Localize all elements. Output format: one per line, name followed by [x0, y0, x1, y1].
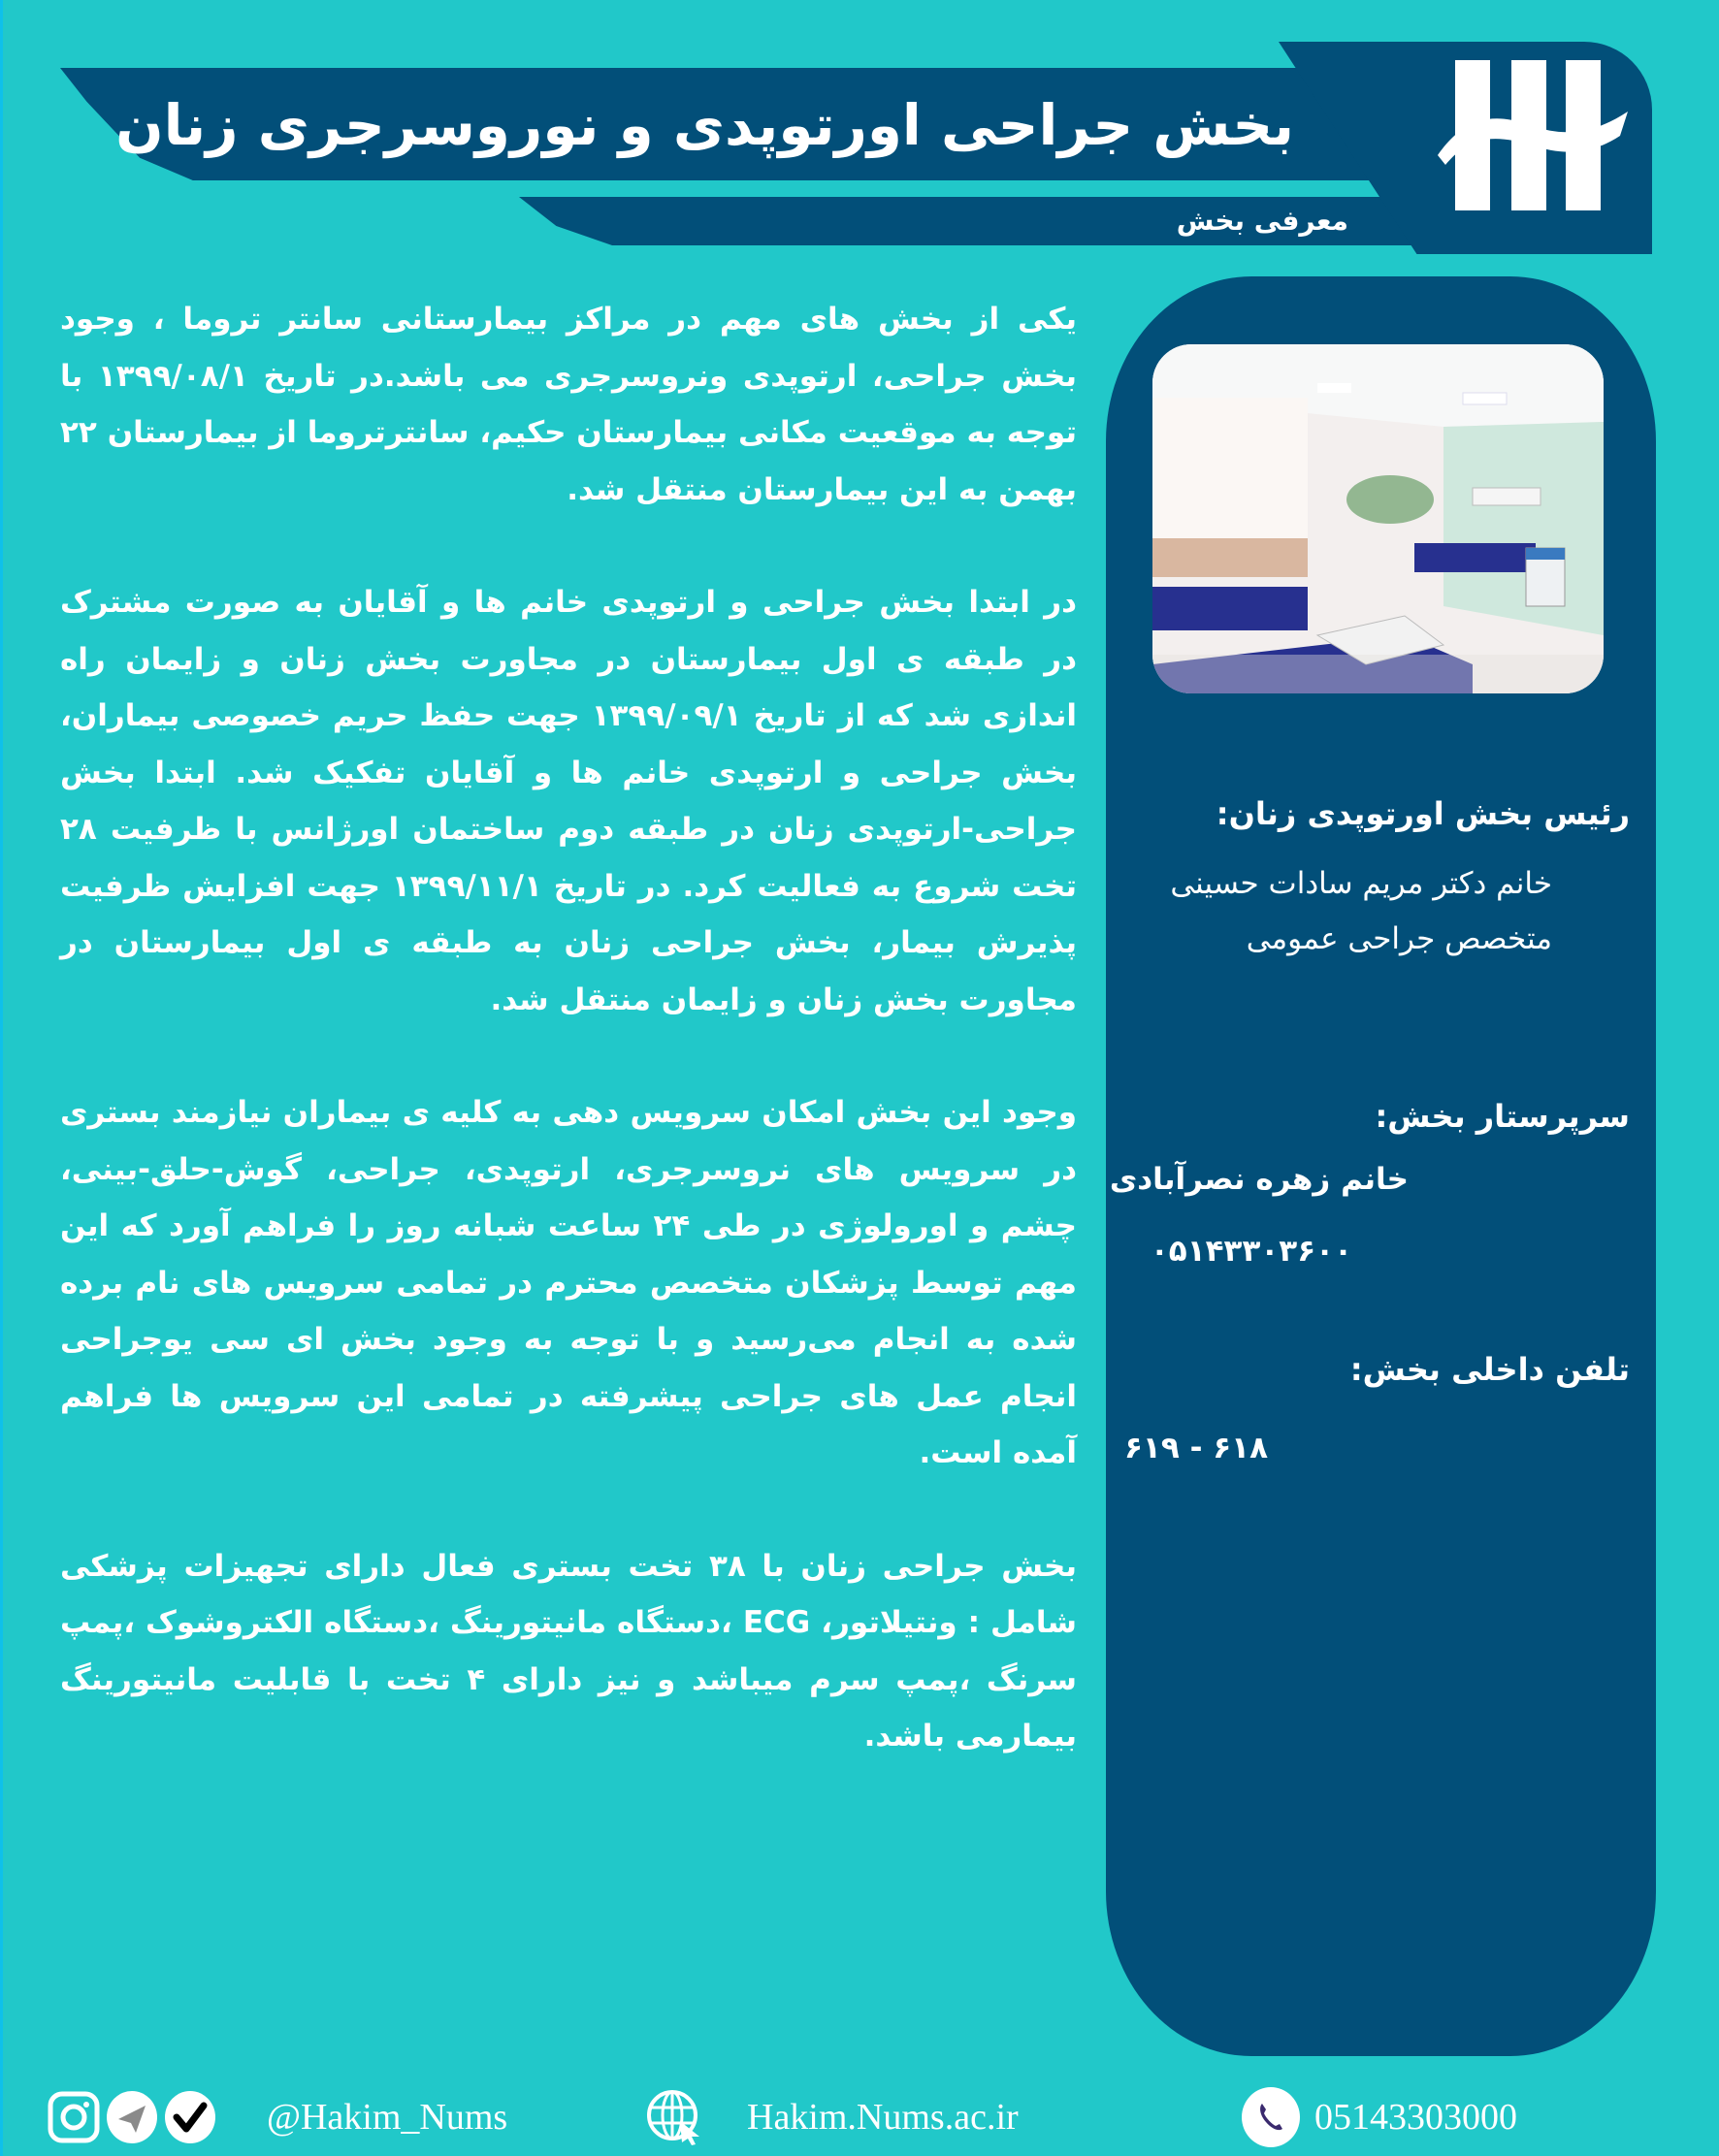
- head-of-department-label: رئیس بخش اورتوپدی زنان:: [1216, 795, 1630, 832]
- social-icons: [47, 2090, 217, 2144]
- head-nurse-name: خانم زهره نصرآبادی: [1109, 1162, 1409, 1197]
- globe-icon-wrap: [645, 2090, 703, 2144]
- telegram-icon[interactable]: [105, 2090, 159, 2144]
- globe-icon[interactable]: [645, 2088, 703, 2146]
- website-link[interactable]: [747, 2090, 1019, 2144]
- phone-link[interactable]: [1314, 2090, 1517, 2144]
- page-title: بخش جراحی اورتوپدی و نوروسرجری زنان: [115, 92, 1294, 158]
- phone-icon[interactable]: [1242, 2087, 1300, 2147]
- instagram-icon[interactable]: [47, 2090, 101, 2144]
- hakim-logo-icon: [1436, 58, 1630, 218]
- head-nurse-label: سرپرستار بخش:: [1375, 1098, 1630, 1135]
- internal-phone-numbers: ۶۱۸ - ۶۱۹: [1124, 1431, 1268, 1465]
- internal-phone-label: تلفن داخلی بخش:: [1349, 1351, 1630, 1388]
- section-subtitle: معرفی بخش: [1176, 205, 1348, 237]
- head-nurse-phone: ۰۵۱۴۳۳۰۳۶۰۰: [1150, 1234, 1352, 1269]
- eitaa-check-icon[interactable]: [163, 2090, 217, 2144]
- website-url[interactable]: Hakim.Nums.ac.ir: [747, 2097, 1019, 2138]
- head-of-department-title: متخصص جراحی عمومی: [1246, 921, 1552, 956]
- ward-photo: [1152, 344, 1604, 693]
- social-handle[interactable]: @Hakim_Nums: [267, 2097, 508, 2138]
- phone-handset-icon: [1254, 2101, 1287, 2134]
- left-edge-stripe: [0, 0, 3, 2156]
- paragraph-services: وجود این بخش امکان سرویس دهی به کلیه ی بیماران نیازمند بستری در سرویس های نروسرجری، ارتوپدی، جراحی، گوش-حلق-بینی، چشم و اورولوژی در طی ۲۴ ساعت شبانه روز را فراهم آورد که این مهم توسط پزشکان متخصص محترم در تمامی سرویس های نام برده شده به انجام می‌رسید و با توجه به وجود بخش ای سی یوجراحی انجام عمل های جراحی پیشرفته در تمامی این سرویس ها فراهم آمده است.: [60, 1095, 1078, 1470]
- social-handle-link[interactable]: [267, 2090, 507, 2144]
- hospital-phone[interactable]: 05143303000: [1314, 2097, 1517, 2138]
- paragraph-history: یکی از بخش های مهم در مراکز بیمارستانی سانتر تروما ، وجود بخش جراحی، ارتوپدی ونروسرجری می باشد.در تاریخ ۱۳۹۹/۰۸/۱ با توجه به موقعیت مکانی بیمارستان حکیم، سانترتروما از بیمارستان ۲۲ بهمن به این بیمارستان منتقل شد.: [60, 302, 1077, 507]
- department-description: [60, 291, 1077, 1821]
- head-of-department-name: خانم دکتر مریم سادات حسینی: [1170, 866, 1552, 901]
- paragraph-separation: در ابتدا بخش جراحی و ارتوپدی خانم ها و آقایان به صورت مشترک در طبقه ی اول بیمارستان در مجاورت بخش زنان و زایمان راه اندازی شد که از تاریخ ۱۳۹۹/۰۹/۱ جهت حفظ حریم خصوصی بیماران، بخش جراحی و ارتوپدی خانم ها و آقایان تفکیک شد. ابتدا بخش جراحی-ارتوپدی زنان در طبقه دوم ساختمان اورژانس با ظرفیت ۲۸ تخت شروع به فعالیت کرد. در تاریخ ۱۳۹۹/۱۱/۱ جهت افزایش ظرفیت پذیرش بیمار، بخش جراحی زنان به طبقه ی اول بیمارستان در مجاورت بخش زنان و زایمان منتقل شد.: [60, 585, 1077, 1017]
- phone-icon-wrap: [1242, 2090, 1300, 2144]
- ward-photo-illustration: [1152, 344, 1604, 693]
- paragraph-equipment: بخش جراحی زنان با ۳۸ تخت بستری فعال دارای تجهیزات پزشکی شامل : ونتیلاتور، ECG ،دستگاه مانیتورینگ ،دستگاه الکتروشوک ،پمپ سرنگ ،پمپ سرم میباشد و نیز دارای ۴ تخت با قابلیت مانیتورینگ بیمارمی باشد.: [60, 1548, 1078, 1754]
